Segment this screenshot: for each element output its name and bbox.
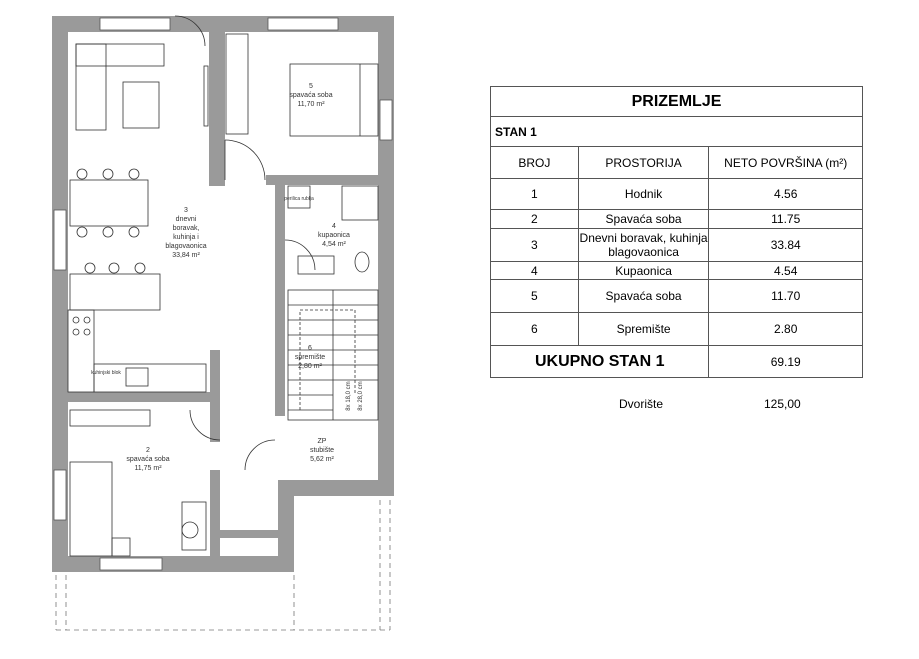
stair-rise-label: 8x 18,0 cm — [346, 381, 352, 411]
svg-text:4 — [332, 223, 336, 230]
table-row — [491, 262, 863, 280]
svg-text:4,54 m² — [322, 241, 346, 248]
svg-text:3 — [184, 207, 188, 214]
row-4-povrsina: 4.54 — [709, 262, 863, 280]
room-2-area: 11,75 m² — [134, 465, 162, 472]
table-total-row — [491, 346, 863, 378]
svg-text:5 — [309, 83, 313, 90]
room-6-name: spremište — [294, 354, 326, 361]
room-5-area: 11,70 m² — [297, 101, 325, 108]
svg-text:blagovaonica — [165, 243, 206, 250]
room-3-area: 33,84 m² — [172, 252, 200, 259]
svg-text:33,84 m² — [172, 252, 200, 259]
room-5-number: 5 — [309, 83, 313, 90]
row-2-prostorija: Spavaća soba — [578, 210, 709, 229]
svg-text:kupaonica — [318, 232, 350, 239]
table-row — [491, 179, 863, 210]
total-label: UKUPNO STAN 1 — [491, 346, 709, 378]
room-3-name-4: blagovaonica — [165, 243, 207, 250]
room-5-name: spavaća soba — [289, 92, 333, 99]
room-labels — [91, 83, 364, 472]
svg-text:8x 28,0 cm — [358, 381, 364, 410]
kitchen-unit-label: kuhinjski blok — [91, 370, 121, 376]
table-row — [491, 280, 863, 313]
svg-text:stubište — [310, 447, 334, 454]
header-broj: BROJ — [491, 147, 579, 179]
row-3-broj: 3 — [491, 229, 579, 262]
svg-text:11,70 m² — [297, 101, 325, 108]
room-4-number: 4 — [332, 223, 336, 230]
yard-label: Dvorište — [619, 397, 664, 411]
row-3-prostorija: Dnevni boravak, kuhinja blagovaonica — [578, 229, 709, 262]
room-3-name-2: boravak, — [172, 225, 200, 232]
washer-label: perilica rublja — [284, 196, 314, 202]
row-5-povrsina: 11.70 — [709, 280, 863, 313]
svg-text:spavaća soba — [289, 92, 332, 99]
svg-text:11,75 m² — [134, 465, 162, 472]
yard-value: 125,00 — [764, 397, 801, 411]
row-6-broj: 6 — [491, 313, 579, 346]
table-header-row — [491, 147, 863, 179]
walls — [52, 16, 394, 572]
room-3-name-1: dnevni — [175, 216, 197, 223]
stairs-name: stubište — [309, 447, 335, 454]
table-title-row — [491, 87, 863, 117]
row-5-broj: 5 — [491, 280, 579, 313]
svg-text:kuhinja i — [173, 234, 199, 241]
svg-text:spavaća soba — [126, 456, 169, 463]
total-value: 69.19 — [709, 346, 863, 378]
svg-text:8x 18,0 cm — [346, 381, 352, 410]
svg-text:2,80 m² — [298, 363, 322, 370]
header-povrsina: NETO POVRŠINA (m²) — [709, 147, 863, 179]
row-6-povrsina: 2.80 — [709, 313, 863, 346]
svg-text:ZP — [318, 438, 327, 445]
row-1-povrsina: 4.56 — [709, 179, 863, 210]
row-4-broj: 4 — [491, 262, 579, 280]
row-5-prostorija: Spavaća soba — [578, 280, 709, 313]
unit-label: STAN 1 — [491, 117, 863, 147]
row-3-povrsina: 33.84 — [709, 229, 863, 262]
svg-text:spremište — [295, 354, 325, 361]
room-3-number: 3 — [184, 207, 188, 214]
svg-text:2 — [146, 447, 150, 454]
room-3-name-3: kuhinja i — [173, 234, 199, 241]
stairs-label: ZP — [317, 438, 327, 445]
svg-text:6 — [308, 345, 312, 352]
room-6-area: 2,80 m² — [298, 363, 322, 370]
row-6-prostorija: Spremište — [578, 313, 709, 346]
table-row — [491, 313, 863, 346]
table-row — [491, 210, 863, 229]
svg-text:perilica rublja — [284, 196, 314, 202]
room-2-name: spavaća soba — [126, 456, 170, 463]
svg-text:dnevni — [176, 216, 197, 223]
table-unit-row — [491, 117, 863, 147]
stairs-area: 5,62 m² — [310, 456, 334, 463]
table-row — [491, 229, 863, 262]
row-1-prostorija: Hodnik — [578, 179, 709, 210]
row-2-broj: 2 — [491, 210, 579, 229]
svg-text:kuhinjski blok — [91, 370, 121, 376]
svg-text:boravak, — [173, 225, 200, 232]
table-title: PRIZEMLJE — [491, 87, 863, 117]
area-table — [490, 86, 863, 378]
svg-text:5,62 m² — [310, 456, 334, 463]
room-6-number: 6 — [308, 345, 312, 352]
row-4-prostorija: Kupaonica — [578, 262, 709, 280]
row-1-broj: 1 — [491, 179, 579, 210]
header-prostorija: PROSTORIJA — [578, 147, 709, 179]
row-2-povrsina: 11.75 — [709, 210, 863, 229]
stair-tread-label: 8x 28,0 cm — [358, 381, 364, 411]
room-2-number: 2 — [146, 447, 150, 454]
room-4-area: 4,54 m² — [322, 241, 346, 248]
room-4-name: kupaonica — [318, 232, 350, 239]
